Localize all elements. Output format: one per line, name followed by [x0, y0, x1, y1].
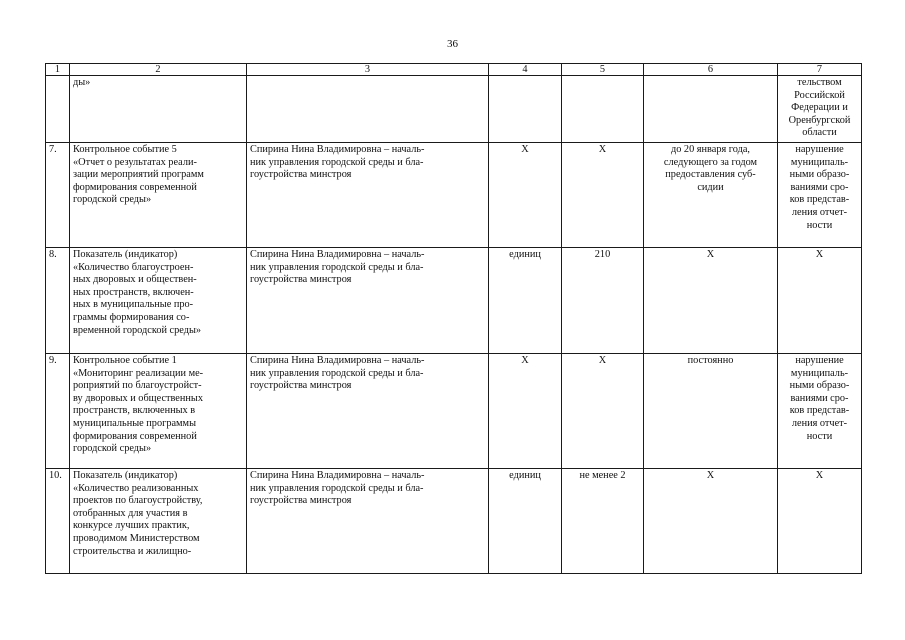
- responsible-person-text: Спирина Нина Владимировна – началь- ник управления городской среды и бла- гоустройства минстроя: [250, 144, 425, 181]
- table-row: [46, 248, 862, 354]
- planned-value-text: Х: [598, 355, 607, 366]
- table-row: [46, 469, 862, 574]
- planned-value-cell: [562, 354, 644, 469]
- planned-value-cell: [562, 248, 644, 354]
- deadline-cell: [644, 469, 778, 574]
- consequence-text: нарушение муниципаль- ными образо- ваниями сро- ков представ- ления отчет- ности: [789, 144, 850, 231]
- column-header-7: 7: [778, 64, 862, 76]
- row-number-cell: [46, 76, 70, 143]
- row-number-text: 9.: [49, 355, 57, 366]
- responsible-person-text: Спирина Нина Владимировна – началь- ник управления городской среды и бла- гоустройства минстроя: [250, 355, 425, 392]
- consequence-text: тельством Российской Федерации и Оренбургской области: [788, 77, 851, 139]
- row-number-text: 10.: [49, 470, 62, 481]
- table-row: [46, 76, 862, 143]
- consequence-cell: [778, 143, 862, 248]
- deadline-text: до 20 января года, следующего за годом предоставления суб- сидии: [663, 144, 758, 193]
- event-name-text: ды»: [73, 77, 91, 88]
- responsible-person-cell: [247, 354, 489, 469]
- row-number-cell: [46, 469, 70, 574]
- unit-cell: [489, 143, 562, 248]
- event-name-text: Показатель (индикатор) «Количество благоустроен- ных дворовых и обществен- ных пространств, включен- ных в муниципальные про- граммы формирования со- временной городской среды»: [73, 249, 202, 336]
- responsible-person-cell: [247, 248, 489, 354]
- indicator-table: [45, 63, 862, 574]
- event-name-cell: [70, 469, 247, 574]
- planned-value-text: 210: [594, 249, 611, 260]
- column-header-2: 2: [70, 64, 247, 76]
- deadline-cell: [644, 143, 778, 248]
- row-number-cell: [46, 143, 70, 248]
- row-number-text: 7.: [49, 144, 57, 155]
- column-header-3: 3: [247, 64, 489, 76]
- unit-text: Х: [521, 355, 529, 366]
- header-row: [46, 64, 862, 76]
- consequence-text: нарушение муниципаль- ными образо- ваниями сро- ков представ- ления отчет- ности: [789, 355, 850, 442]
- planned-value-cell: [562, 76, 644, 143]
- event-name-cell: [70, 354, 247, 469]
- deadline-cell: [644, 354, 778, 469]
- unit-text: единиц: [509, 249, 541, 260]
- unit-cell: [489, 76, 562, 143]
- column-header-5: 5: [562, 64, 644, 76]
- row-number-cell: [46, 354, 70, 469]
- page-number: 36: [447, 38, 458, 50]
- responsible-person-text: Спирина Нина Владимировна – началь- ник управления городской среды и бла- гоустройства минстроя: [250, 249, 425, 286]
- deadline-text: Х: [706, 470, 715, 481]
- responsible-person-cell: [247, 469, 489, 574]
- table-body: [46, 64, 862, 574]
- row-number-cell: [46, 248, 70, 354]
- consequence-cell: [778, 469, 862, 574]
- row-number-text: 8.: [49, 249, 57, 260]
- event-name-cell: [70, 143, 247, 248]
- deadline-text: постоянно: [687, 355, 734, 366]
- unit-text: единиц: [509, 470, 541, 481]
- event-name-text: Показатель (индикатор) «Количество реализованных проектов по благоустройству, отобранных для участия в конкурсе лучших практик, проводимом Министерством строительства и жилищно-: [73, 470, 203, 557]
- deadline-text: Х: [706, 249, 715, 260]
- table-row: [46, 354, 862, 469]
- table-row: [46, 143, 862, 248]
- unit-cell: [489, 354, 562, 469]
- planned-value-cell: [562, 469, 644, 574]
- unit-cell: [489, 248, 562, 354]
- event-name-cell: [70, 248, 247, 354]
- consequence-text: Х: [815, 249, 824, 260]
- event-name-text: Контрольное событие 1 «Мониторинг реализации ме- роприятий по благоустройст- ву дворовых и общественных пространств, включенных в муниципальные программы формирования современной городской среды»: [73, 355, 204, 455]
- responsible-person-cell: [247, 76, 489, 143]
- column-header-6: 6: [644, 64, 778, 76]
- column-header-4: 4: [489, 64, 562, 76]
- deadline-cell: [644, 248, 778, 354]
- planned-value-cell: [562, 143, 644, 248]
- unit-text: Х: [521, 144, 529, 155]
- consequence-cell: [778, 248, 862, 354]
- planned-value-text: не менее 2: [579, 470, 626, 481]
- deadline-cell: [644, 76, 778, 143]
- event-name-cell: [70, 76, 247, 143]
- planned-value-text: Х: [598, 144, 607, 155]
- unit-cell: [489, 469, 562, 574]
- consequence-text: Х: [815, 470, 824, 481]
- consequence-cell: [778, 76, 862, 143]
- responsible-person-cell: [247, 143, 489, 248]
- responsible-person-text: Спирина Нина Владимировна – началь- ник управления городской среды и бла- гоустройства минстроя: [250, 470, 425, 507]
- column-header-1: 1: [46, 64, 70, 76]
- consequence-cell: [778, 354, 862, 469]
- event-name-text: Контрольное событие 5 «Отчет о результатах реали- зации мероприятий программ формирования современной городской среды»: [73, 144, 204, 206]
